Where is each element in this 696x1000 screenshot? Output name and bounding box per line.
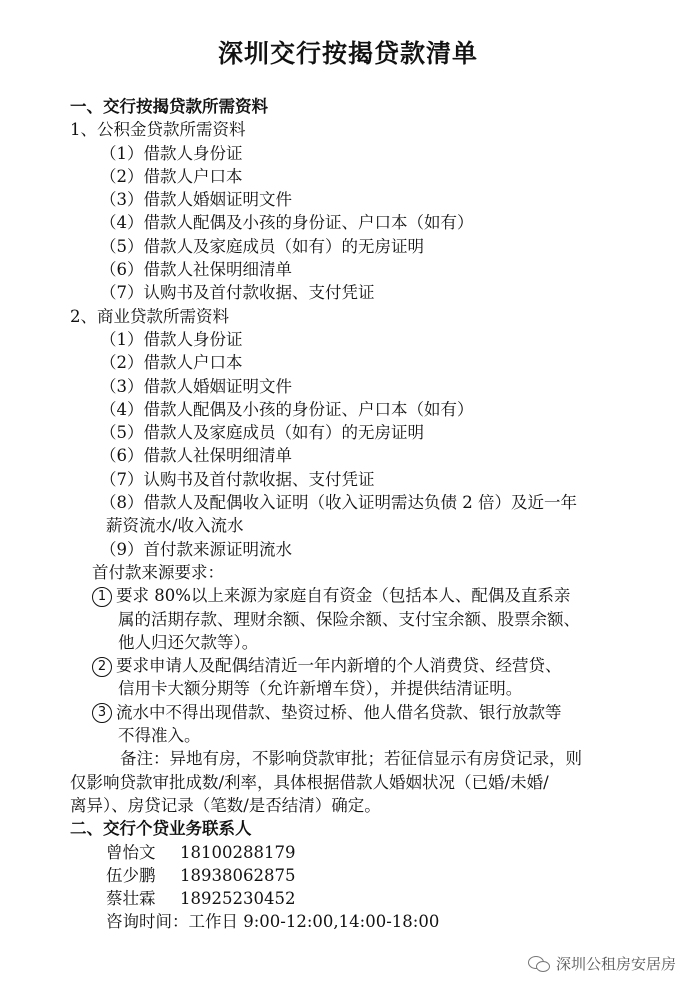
contact-phone: 18938062875	[180, 865, 296, 885]
watermark	[528, 953, 676, 974]
wechat-icon	[528, 955, 550, 973]
contact-name: 曾怡文	[106, 842, 156, 862]
contact-row	[70, 864, 630, 887]
list-item: （6）借款人社保明细清单	[100, 260, 292, 280]
list-item: （7）认购书及首付款收据、支付凭证	[100, 283, 375, 303]
list-item: （8）借款人及配偶收入证明（收入证明需达负债 2 倍）及近一年	[100, 493, 577, 513]
requirement-item	[70, 654, 630, 677]
requirement-text: 他人归还欠款等）。	[118, 632, 259, 652]
contact-name: 伍少鹏	[106, 865, 156, 885]
contact-row	[70, 841, 630, 864]
requirement-item	[70, 584, 630, 607]
requirement-text: 要求 80%以上来源为家庭自有资金（包括本人、配偶及直系亲	[116, 586, 571, 606]
section-heading-materials: 一、交行按揭贷款所需资料	[70, 97, 268, 116]
watermark-text: 深圳公租房安居房	[555, 955, 676, 973]
list-item: （3）借款人婚姻证明文件	[100, 376, 292, 396]
requirements-heading: 首付款来源要求：	[92, 562, 224, 582]
note-text: 仅影响贷款审批成数/利率，具体根据借款人婚姻状况（已婚/未婚/	[70, 772, 549, 792]
subsection-heading-gjj: 1、公积金贷款所需资料	[70, 120, 246, 140]
requirement-item	[70, 701, 630, 724]
note-text: 备注：异地有房，不影响贷款审批；若征信显示有房贷记录，则	[120, 749, 582, 769]
list-item: （4）借款人配偶及小孩的身份证、户口本（如有）	[100, 399, 474, 419]
list-item-continuation: 薪资流水/收入流水	[106, 516, 244, 536]
list-item: （1）借款人身份证	[100, 329, 243, 349]
list-item: （2）借款人户口本	[100, 353, 243, 373]
list-item: （2）借款人户口本	[100, 166, 243, 186]
list-item: （4）借款人配偶及小孩的身份证、户口本（如有）	[100, 213, 474, 233]
contact-phone: 18100288179	[180, 842, 296, 862]
list-item: （1）借款人身份证	[100, 143, 243, 163]
consult-hours: 咨询时间：工作日 9:00-12:00,14:00-18:00	[106, 912, 440, 932]
requirement-text: 不得准入。	[118, 726, 201, 746]
requirement-text: 流水中不得出现借款、垫资过桥、他人借名贷款、银行放款等	[116, 702, 562, 722]
requirement-text: 信用卡大额分期等（允许新增车贷），并提供结清证明。	[118, 679, 523, 699]
list-item: （7）认购书及首付款收据、支付凭证	[100, 469, 375, 489]
circled-number-icon: 2	[92, 657, 112, 677]
circled-number-icon: 3	[92, 703, 112, 723]
contact-phone: 18925230452	[180, 889, 296, 909]
note-text: 离异）、房贷记录（笔数/是否结清）确定。	[70, 795, 381, 815]
requirement-text: 属的活期存款、理财余额、保险余额、支付宝余额、股票余额、	[118, 609, 580, 629]
subsection-heading-commercial: 2、商业贷款所需资料	[70, 306, 229, 326]
section-heading-contacts: 二、交行个贷业务联系人	[70, 819, 252, 839]
requirement-text: 要求申请人及配偶结清近一年内新增的个人消费贷、经营贷、	[116, 656, 562, 676]
list-item: （6）借款人社保明细清单	[100, 446, 292, 466]
list-item: （9）首付款来源证明流水	[100, 539, 292, 559]
list-item: （5）借款人及家庭成员（如有）的无房证明	[100, 423, 424, 443]
document-body	[70, 95, 630, 934]
contact-name: 蔡壮霖	[106, 889, 156, 909]
contact-row	[70, 887, 630, 910]
circled-number-icon: 1	[92, 587, 112, 607]
list-item: （5）借款人及家庭成员（如有）的无房证明	[100, 236, 424, 256]
list-item: （3）借款人婚姻证明文件	[100, 190, 292, 210]
document-title: 深圳交行按揭贷款清单	[217, 39, 478, 68]
